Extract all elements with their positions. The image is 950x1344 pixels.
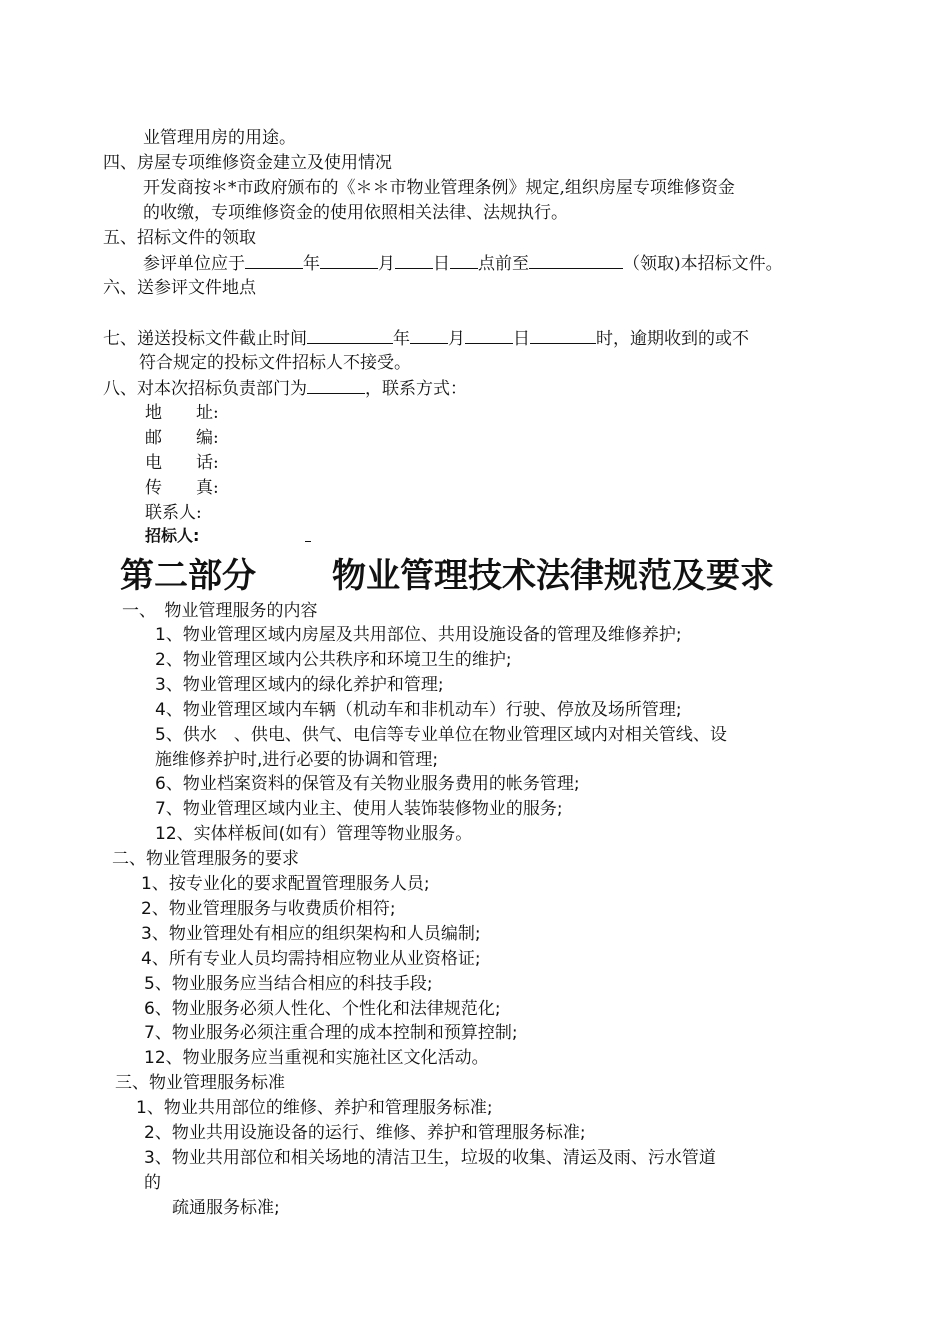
blank-hour [450,251,478,269]
section-8-end: ，联系方式： [365,379,467,399]
contact-phone-label: 电 话: [145,453,219,473]
list-item: 1、按专业化的要求配置管理服务人员; [141,874,430,894]
list-item: 12、实体样板间(如有）管理等物业服务。 [155,824,473,844]
list-item: 4、所有专业人员均需持相应物业从业资格证; [141,949,481,969]
blank-day [465,326,513,344]
list-item: 6、物业档案资料的保管及有关物业服务费用的帐务管理; [155,774,580,794]
list-item-continued: 施维修养护时,进行必要的协调和管理; [155,750,439,770]
part-2-section-1-title: 一、 物业管理服务的内容 [122,601,318,621]
section-5-year: 年 [303,254,320,274]
list-item: 5、物业服务应当结合相应的科技手段; [144,974,433,994]
section-8-text-a: 八、对本次招标负责部门为 [103,379,307,399]
list-item: 2、物业共用设施设备的运行、维修、养护和管理服务标准; [144,1123,586,1143]
blank-day [395,251,433,269]
section-7-line-1 [103,326,749,351]
section-4-body-line-2: 的收缴，专项维修资金的使用依照相关法律、法规执行。 [143,203,568,223]
list-item: 5、供水 、供电、供气、电信等专业单位在物业管理区域内对相关管线、设 [155,725,727,745]
section-6-title: 六、送参评文件地点 [103,278,256,298]
list-item: 12、物业服务应当重视和实施社区文化活动。 [144,1048,489,1068]
list-item: 6、物业服务必须人性化、个性化和法律规范化; [144,999,501,1019]
contact-tenderer-label: 招标人: [145,526,200,545]
blank-place [529,251,623,269]
section-5-body [143,251,783,276]
section-4-body-line-1: 开发商按＊*市政府颁布的《＊＊市物业管理条例》规定,组织房屋专项维修资金 [143,178,735,198]
blank-hour [530,326,596,344]
section-5-month: 月 [378,254,395,274]
section-7-day: 日 [513,329,530,349]
list-item: 7、物业管理区域内业主、使用人装饰装修物业的服务; [155,799,563,819]
part-2-heading-label: 第二部分 [120,556,256,596]
contact-person-label: 联系人: [145,503,202,523]
blank-month [320,251,378,269]
list-item-continued: 疏通服务标准; [172,1198,280,1218]
section-5-day: 日 [433,254,450,274]
section-7-text-a: 七、递送投标文件截止时间 [103,329,307,349]
section-5-text-a: 参评单位应于 [143,254,245,274]
list-item: 2、物业管理区域内公共秩序和环境卫生的维护; [155,650,512,670]
section-7-end: 时，逾期收到的或不 [596,329,749,349]
contact-postcode-label: 邮 编: [145,428,219,448]
section-5-title: 五、招标文件的领取 [103,228,256,248]
section-7-line-2: 符合规定的投标文件招标人不接受。 [139,353,411,373]
list-item: 3、物业管理处有相应的组织架构和人员编制; [141,924,481,944]
part-2-section-2-title: 二、物业管理服务的要求 [112,849,299,869]
list-item: 3、物业管理区域内的绿化养护和管理; [155,675,444,695]
list-item: 4、物业管理区域内车辆（机动车和非机动车）行驶、停放及场所管理; [155,700,682,720]
part-2-section-3-title: 三、物业管理服务标准 [115,1073,285,1093]
contact-fax-label: 传 真: [145,478,219,498]
list-item: 1、物业共用部位的维修、养护和管理服务标准; [136,1098,493,1118]
list-item-continued: 的 [144,1173,161,1193]
contact-address-label: 地 址: [145,403,219,423]
section-7-year: 年 [393,329,410,349]
blank-department [307,376,365,394]
section-5-time: 点前至 [478,254,529,274]
section-4-title: 四、房屋专项维修资金建立及使用情况 [103,153,392,173]
continued-line: 业管理用房的用途。 [143,128,296,148]
blank-month [410,326,448,344]
underline-mark [305,541,311,542]
list-item: 3、物业共用部位和相关场地的清洁卫生，垃圾的收集、清运及雨、污水管道 [144,1148,716,1168]
part-2-heading-title: 物业管理技术法律规范及要求 [332,556,774,596]
list-item: 7、物业服务必须注重合理的成本控制和预算控制; [144,1023,518,1043]
blank-year [245,251,303,269]
blank-year [307,326,393,344]
section-5-end: （领取)本招标文件。 [623,254,783,274]
section-8-line [103,376,467,401]
list-item: 2、物业管理服务与收费质价相符; [141,899,396,919]
list-item: 1、物业管理区域内房屋及共用部位、共用设施设备的管理及维修养护; [155,625,682,645]
section-7-month: 月 [448,329,465,349]
